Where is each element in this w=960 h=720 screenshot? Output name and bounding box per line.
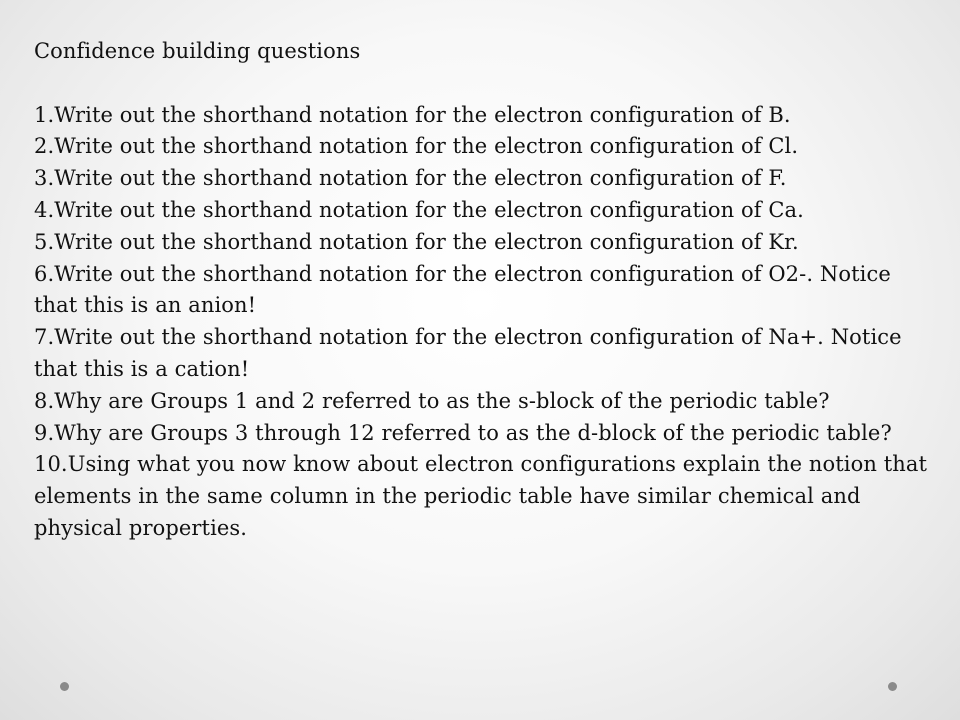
question-number: 5.: [34, 229, 55, 254]
question-number: 6.: [34, 261, 55, 286]
question-9: [34, 418, 934, 450]
title-spacer: [34, 68, 934, 100]
question-number: 3.: [34, 166, 55, 191]
bullet-dot-icon: [888, 682, 897, 691]
question-10: [34, 449, 934, 544]
question-text: Write out the shorthand notation for the electron configuration of Kr.: [54, 229, 799, 254]
question-number: 7.: [34, 325, 55, 350]
question-3: [34, 163, 934, 195]
question-text: Using what you now know about electron configurations explain the notion that elements in the same column in the periodic table have similar chemical and physical properties.: [34, 452, 928, 540]
question-5: [34, 227, 934, 259]
question-number: 1.: [34, 102, 55, 127]
slide-title: Confidence building questions: [34, 39, 361, 63]
question-7: [34, 322, 934, 386]
question-number: 9.: [34, 420, 55, 445]
question-number: 8.: [34, 388, 55, 413]
question-4: [34, 195, 934, 227]
question-number: 10.: [34, 452, 68, 477]
question-text: Write out the shorthand notation for the electron configuration of B.: [54, 102, 791, 127]
question-text: Why are Groups 3 through 12 referred to as the d-block of the periodic table?: [54, 420, 892, 445]
bullet-dot-icon: [60, 682, 69, 691]
question-number: 4.: [34, 197, 55, 222]
question-text: Write out the shorthand notation for the electron configuration of Cl.: [54, 134, 799, 159]
question-text: Write out the shorthand notation for the electron configuration of Ca.: [54, 197, 804, 222]
question-text: Write out the shorthand notation for the electron configuration of O2-. Notice that this is an anion!: [34, 261, 891, 318]
question-text: Write out the shorthand notation for the electron configuration of F.: [54, 166, 787, 191]
slide-content: [34, 36, 934, 545]
question-number: 2.: [34, 134, 55, 159]
question-text: Write out the shorthand notation for the electron configuration of Na+. Notice that this is a cation!: [34, 325, 902, 381]
question-2: [34, 131, 934, 163]
question-6: [34, 259, 934, 323]
question-8: [34, 386, 934, 418]
question-1: [34, 100, 934, 132]
question-text: Why are Groups 1 and 2 referred to as the s-block of the periodic table?: [54, 388, 830, 413]
